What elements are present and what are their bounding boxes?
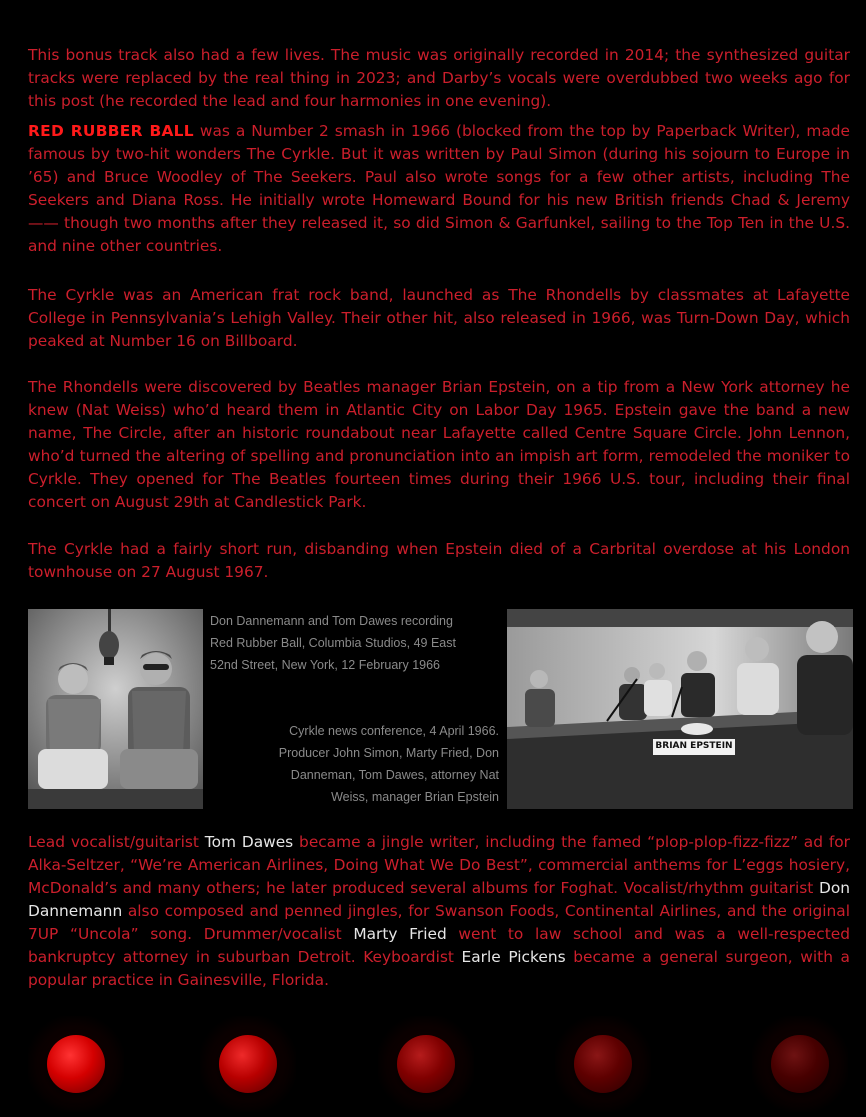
red-ball-icon <box>574 1035 632 1093</box>
song-title: RED RUBBER BALL <box>28 122 194 140</box>
members-text-2: became a jingle writer, including the famed “plop-plop-fizz-fizz” ad for Alka-Seltzer, “We’re American Airlines, Doing What We Do Best”, commercial anthems for L’eggs hosiery, McDonald’s and many others; he later produced several albums for Foghat. Vocalist/rhythm guitarist <box>28 833 850 897</box>
nameplate-label: BRIAN EPSTEIN <box>655 741 733 751</box>
red-ball-button-5[interactable] <box>752 1016 848 1112</box>
rhondells-paragraph: The Rhondells were discovered by Beatles manager Brian Epstein, on a tip from a New York attorney he knew (Nat Weiss) who’d heard them in Atlantic City on Labor Day 1965. Epstein gave the band a new name, The Circle, after an historic roundabout near Lafayette called Centre Square Circle. John Lennon, who’d turned the altering of spelling and pronunciation into an impish art form, remodeled the moniker to Cyrkle. They opened for The Beatles fourteen times during their 1966 U.S. tour, including their final concert on August 29th at Candlestick Park. <box>28 378 850 511</box>
red-ball-icon <box>219 1035 277 1093</box>
studio-photo-caption: Don Dannemann and Tom Dawes recording Red Rubber Ball, Columbia Studios, 49 East 52nd Street, New York, 12 February 1966 <box>210 614 456 672</box>
member-name-tom-dawes: Tom Dawes <box>204 833 294 851</box>
red-ball-button-4[interactable] <box>555 1016 651 1112</box>
studio-photo <box>28 609 203 809</box>
red-ball-icon <box>397 1035 455 1093</box>
members-text-3: also composed and penned jingles, for Swanson Foods, Continental Airlines, and the original 7UP “Uncola” song. Drummer/vocalist <box>28 902 850 943</box>
red-ball-button-2[interactable] <box>200 1016 296 1112</box>
member-name-don-dannemann: Don Dannemann <box>28 879 850 920</box>
studio-photo-illustration <box>28 609 203 809</box>
red-ball-icon <box>47 1035 105 1093</box>
members-text-4: went to law school and was a well-respected bankruptcy attorney in suburban Detroit. Keyboardist <box>28 925 850 966</box>
members-text-5: became a general surgeon, with a popular practice in Gainesville, Florida. <box>28 948 850 989</box>
members-paragraph <box>28 831 850 992</box>
red-ball-icon <box>771 1035 829 1093</box>
press-conference-illustration <box>507 609 853 809</box>
red-ball-button-3[interactable] <box>378 1016 474 1112</box>
red-rubber-ball-paragraph <box>28 120 850 258</box>
cyrkle-origin-paragraph: The Cyrkle was an American frat rock band, launched as The Rhondells by classmates at Lafayette College in Pennsylvania’s Lehigh Valley. Their other hit, also released in 1966, was Turn-Down Day, which peaked at Number 16 on Billboard. <box>28 286 850 350</box>
press-photo-caption: Cyrkle news conference, 4 April 1966. Producer John Simon, Marty Fried, Don Danneman, Tom Dawes, attorney Nat Weiss, manager Brian Epstein <box>278 724 499 804</box>
member-name-marty-fried: Marty Fried <box>353 925 447 943</box>
member-name-earle-pickens: Earle Pickens <box>461 948 566 966</box>
press-conference-photo <box>507 609 853 809</box>
members-text-1: Lead vocalist/guitarist <box>28 833 205 851</box>
disbanding-paragraph: The Cyrkle had a fairly short run, disbanding when Epstein died of a Carbrital overdose at his London townhouse on 27 August 1967. <box>28 540 850 581</box>
red-rubber-ball-text: was a Number 2 smash in 1966 (blocked from the top by Paperback Writer), made famous by two-hit wonders The Cyrkle. But it was written by Paul Simon (during his sojourn to Europe in ’65) and Bruce Woodley of The Seekers. Paul also wrote songs for a few other artists, including The Seekers and Diana Ross. He initially wrote Homeward Bound for his new British friends Chad & Jeremy —— though two months after they released it, so did Simon & Garfunkel, sailing to the Top Ten in the U.S. and nine other countries. <box>28 122 850 255</box>
intro-paragraph: This bonus track also had a few lives. The music was originally recorded in 2014; the synthesized guitar tracks were replaced by the real thing in 2023; and Darby’s vocals were overdubbed two weeks ago for this post (he recorded the lead and four harmonies in one evening). <box>28 46 850 110</box>
red-ball-button-1[interactable] <box>28 1016 124 1112</box>
